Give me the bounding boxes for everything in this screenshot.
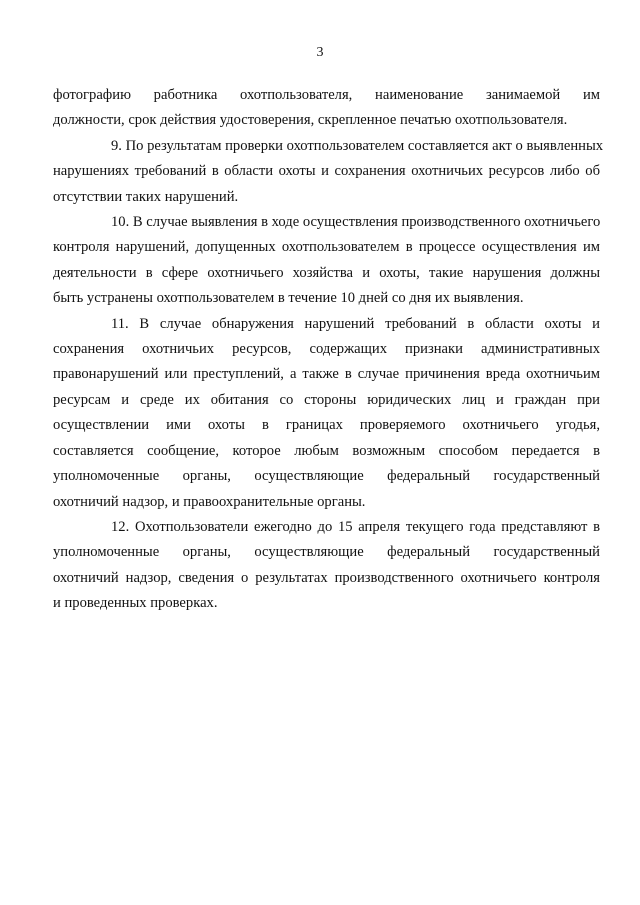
text-line: 10. В случае выявления в ходе осуществления производственного охотничьего xyxy=(111,214,601,231)
text-line: правонарушений или преступлений, а также в случае причинения вреда охотничьим xyxy=(53,366,600,383)
paragraph-9 xyxy=(53,134,604,210)
paragraph-11 xyxy=(53,312,600,515)
text-line: 11. В случае обнаружения нарушений требований в области охоты и xyxy=(111,315,600,332)
text-line: нарушениях требований в области охоты и сохранения охотничьих ресурсов либо об xyxy=(53,163,600,180)
paragraph-12 xyxy=(53,515,600,617)
paragraph-continuation xyxy=(53,83,600,134)
text-line: быть устранены охотпользователем в течение 10 дней со дня их выявления. xyxy=(53,290,524,307)
text-line: ресурсам и среде их обитания со стороны юридических лиц и граждан при xyxy=(53,391,600,408)
text-line: должности, срок действия удостоверения, скрепленное печатью охотпользователя. xyxy=(53,112,568,129)
paragraph-10 xyxy=(53,210,600,312)
text-line: охотничий надзор, сведения о результатах производственного охотничьего контроля xyxy=(53,569,600,586)
text-line: и проведенных проверках. xyxy=(53,595,218,612)
text-line: уполномоченные органы, осуществляющие федеральный государственный xyxy=(53,468,600,485)
text-line: отсутствии таких нарушений. xyxy=(53,188,239,205)
text-line: 9. По результатам проверки охотпользователем составляется акт о выявленных xyxy=(111,137,604,154)
text-line: составляется сообщение, которое любым возможным способом передается в xyxy=(53,442,600,459)
text-line: фотографию работника охотпользователя, наименование занимаемой им xyxy=(53,87,600,103)
text-line: осуществлении ими охоты в границах проверяемого охотничьего угодья, xyxy=(53,417,600,434)
text-line: сохранения охотничьих ресурсов, содержащих признаки административных xyxy=(53,341,600,358)
text-line: деятельности в сфере охотничьего хозяйства и охоты, такие нарушения должны xyxy=(53,264,600,281)
text-line: охотничий надзор, и правоохранительные органы. xyxy=(53,493,366,510)
text-line: 12. Охотпользователи ежегодно до 15 апреля текущего года представляют в xyxy=(111,518,600,535)
page-number: 3 xyxy=(316,45,324,60)
text-line: контроля нарушений, допущенных охотпользователем в процессе осуществления им xyxy=(53,239,600,256)
text-line: уполномоченные органы, осуществляющие федеральный государственный xyxy=(53,544,600,561)
document-body xyxy=(53,83,604,617)
